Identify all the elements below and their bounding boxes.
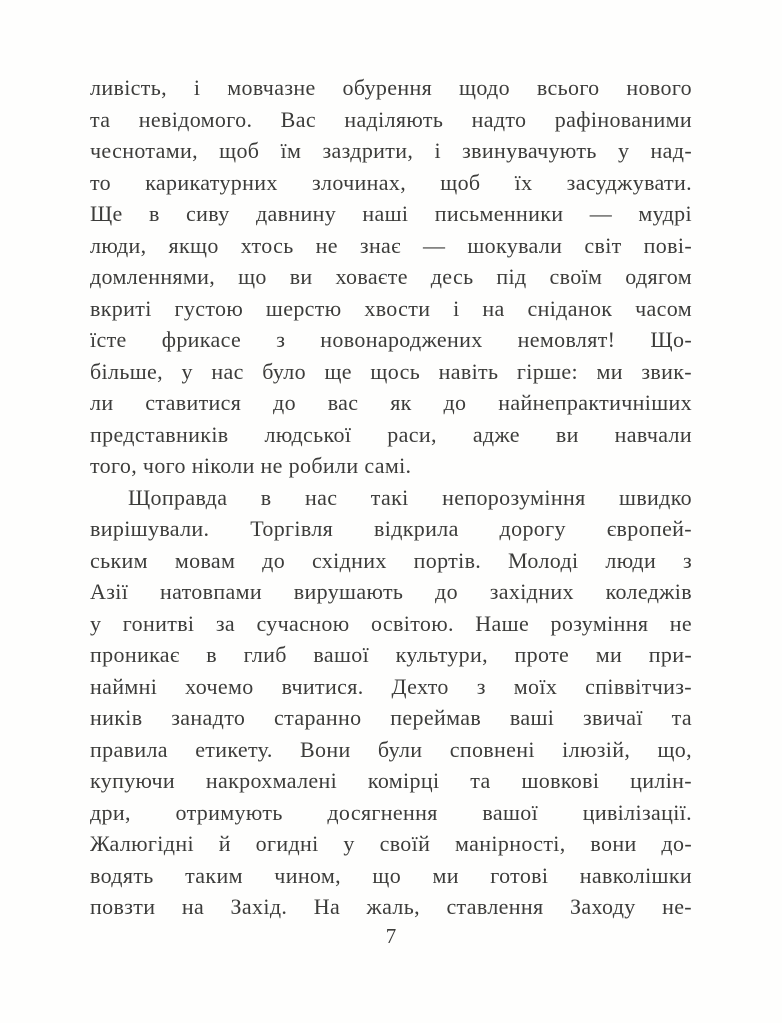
text-line: вкриті густою шерстю хвости і на сніданок часом: [90, 295, 692, 321]
text-line: наймні хочемо вчитися. Дехто з моїх співвітчиз-: [90, 673, 692, 699]
text-line: Жалюгідні й огидні у своїй манірності, вони до-: [90, 831, 692, 856]
text-line: люди, якщо хтось не знає — шокували світ пові-: [90, 232, 692, 258]
text-line: дри, отримують досягнення вашої цивілізації.: [90, 799, 692, 825]
text-line: того, чого ніколи не робили самі.: [90, 453, 412, 478]
paragraph: [90, 72, 692, 482]
text-line: у гонитві за сучасною освітою. Наше розуміння не: [90, 610, 692, 636]
text-line: повзти на Захід. На жаль, ставлення Заходу не-: [90, 894, 692, 919]
page-number: 7: [385, 924, 397, 948]
text-line: ливість, і мовчазне обурення щодо всього нового: [90, 75, 692, 100]
text-line: ників занадто старанно переймав ваші звичаї та: [90, 705, 692, 730]
text-line: більше, у нас було ще щось навіть гірше: ми звик-: [90, 358, 692, 384]
text-line: представників людської раси, адже ви навчали: [90, 421, 692, 447]
text-line: чеснотами, щоб їм заздрити, і звинувачують у над-: [90, 138, 692, 163]
text-line: Азії натовпами вирушають до західних коледжів: [90, 579, 692, 604]
paragraph: [90, 482, 692, 923]
text-line: купуючи накрохмалені комірці та шовкові цилін-: [90, 768, 692, 793]
text-line: та невідомого. Вас наділяють надто рафінованими: [90, 106, 692, 132]
text-line: правила етикету. Вони були сповнені ілюзій, що,: [90, 736, 692, 762]
text-line: Ще в сиву давнину наші письменники — мудрі: [90, 201, 692, 226]
text-line: вирішували. Торгівля відкрила дорогу європей-: [90, 516, 692, 541]
text-line: проникає в глиб вашої культури, проте ми при-: [90, 642, 692, 667]
text-line: ли ставитися до вас як до найнепрактичніших: [90, 390, 692, 415]
text-line: то карикатурних злочинах, щоб їх засуджувати.: [90, 169, 692, 195]
text-block: [90, 72, 692, 923]
text-line: їсте фрикасе з новонароджених немовлят! Що-: [90, 327, 692, 352]
text-line: Щоправда в нас такі непорозуміння швидко: [128, 484, 692, 510]
text-line: ським мовам до східних портів. Молоді люди з: [90, 547, 692, 573]
text-line: водять таким чином, що ми готові навколішки: [90, 862, 692, 888]
text-line: домленнями, що ви ховаєте десь під своїм одягом: [90, 264, 692, 289]
